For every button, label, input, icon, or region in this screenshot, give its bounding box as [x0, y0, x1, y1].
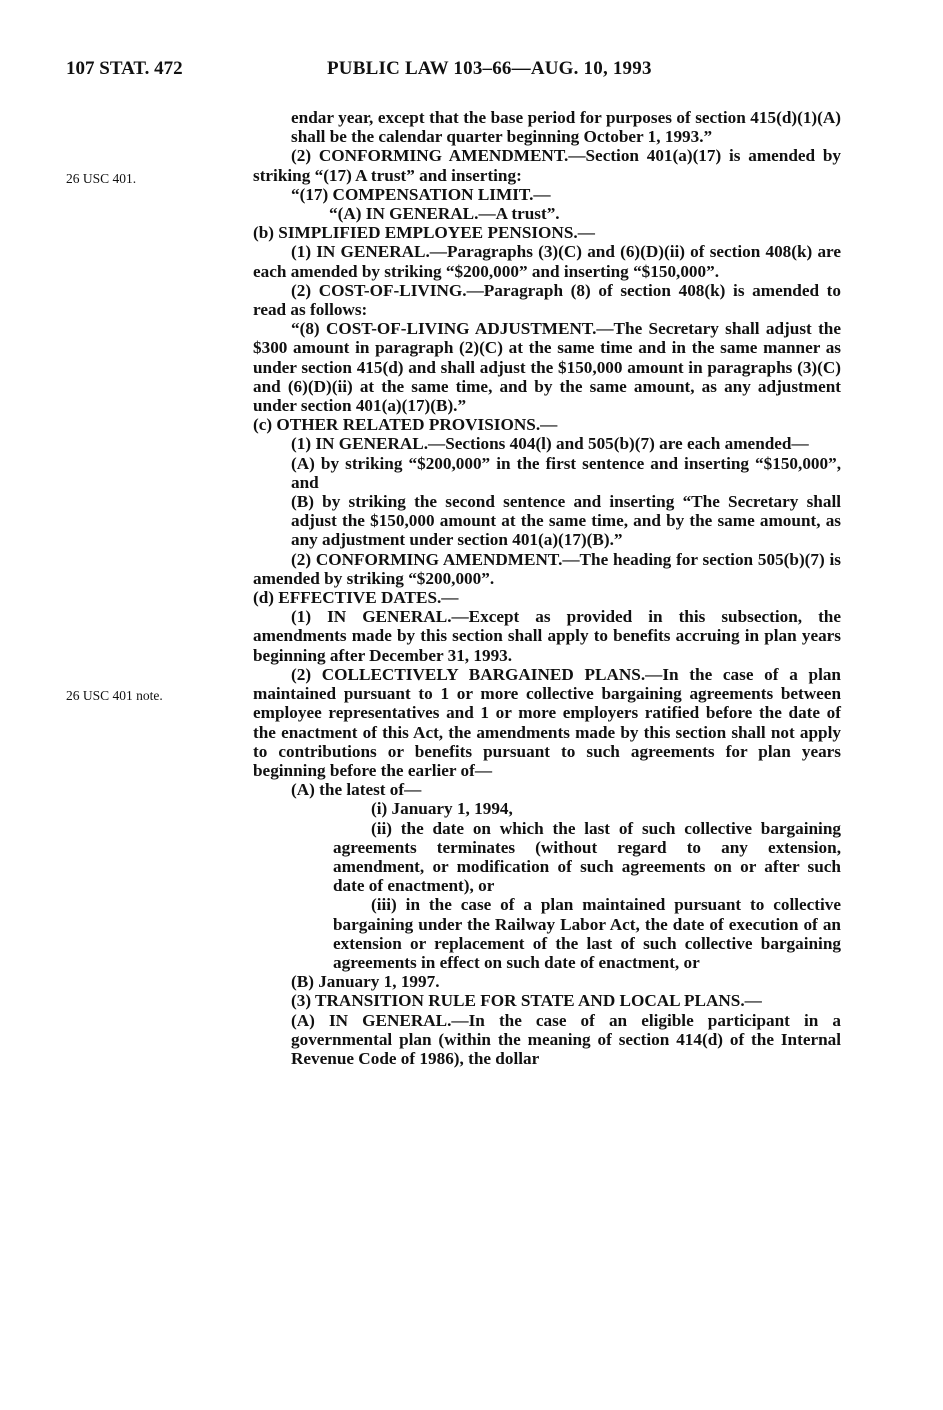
paragraph-d2-a-ii: (ii) the date on which the last of such collective bargaining agreements terminates (without regard to any extension, amendment, or modification of such agreements on or after such date of enactment), or	[333, 818, 841, 896]
paragraph-d3-a-in-general: (A) IN GENERAL.—In the case of an eligible participant in a governmental plan (within the meaning of section 414(d) of the Internal Revenue Code of 1986), the dollar	[291, 1010, 841, 1068]
heading-other-related-provisions: (c) OTHER RELATED PROVISIONS.—	[253, 415, 558, 435]
paragraph-continuation: endar year, except that the base period for purposes of section 415(d)(1)(A) shall be the calendar quarter beginning October 1, 1993.”	[291, 108, 841, 147]
margin-note-26-usc-401-note: 26 USC 401 note.	[66, 688, 163, 703]
paragraph-d2-a-i: (i) January 1, 1994,	[371, 799, 513, 819]
paragraph-b1-in-general: (1) IN GENERAL.—Paragraphs (3)(C) and (6)(D)(ii) of section 408(k) are each amended by striking “$200,000” and inserting “$150,000”.	[253, 242, 841, 281]
body-text	[253, 108, 841, 1068]
statute-page-reference: 107 STAT. 472	[66, 58, 183, 79]
paragraph-d2-b: (B) January 1, 1997.	[291, 972, 440, 992]
paragraph-c2-conforming-amendment: (2) CONFORMING AMENDMENT.—The heading for section 505(b)(7) is amended by striking “$200,000”.	[253, 549, 841, 588]
paragraph-d2-collectively-bargained: (2) COLLECTIVELY BARGAINED PLANS.—In the case of a plan maintained pursuant to 1 or more collective bargaining agreements between employee representatives and 1 or more employers ratified before the date of the enactment of this Act, the amendments made by this section shall not apply to contributions or benefits pursuant to such agreements for plan years beginning before the earlier of—	[253, 664, 841, 780]
paragraph-in-general-a-trust: “(A) IN GENERAL.—A trust”.	[329, 204, 560, 224]
paragraph-c1-b: (B) by striking the second sentence and inserting “The Secretary shall adjust the $150,000 amount at the same time, and by the same amount, as any adjustment under section 401(a)(17)(B).”	[291, 492, 841, 550]
paragraph-d2-a: (A) the latest of—	[291, 780, 422, 800]
heading-effective-dates: (d) EFFECTIVE DATES.—	[253, 588, 459, 608]
margin-note-26-usc-401: 26 USC 401.	[66, 171, 137, 186]
paragraph-cost-of-living-adjustment: “(8) COST-OF-LIVING ADJUSTMENT.—The Secretary shall adjust the $300 amount in paragraph (2)(C) at the same time and in the same manner as under section 415(d) and shall adjust the $150,000 amount in paragraphs (3)(C) and (6)(D)(ii) at the same time, and by the same amount, as any adjustment under section 401(a)(17)(B).”	[253, 319, 841, 416]
paragraph-d1-in-general: (1) IN GENERAL.—Except as provided in this subsection, the amendments made by this section shall apply to benefits accruing in plan years beginning after December 31, 1993.	[253, 607, 841, 665]
page-header	[66, 58, 846, 88]
heading-simplified-employee-pensions: (b) SIMPLIFIED EMPLOYEE PENSIONS.—	[253, 223, 595, 243]
paragraph-b2-cost-of-living: (2) COST-OF-LIVING.—Paragraph (8) of section 408(k) is amended to read as follows:	[253, 280, 841, 320]
paragraph-conforming-amendment: (2) CONFORMING AMENDMENT.—Section 401(a)(17) is amended by striking “(17) A trust” and inserting:	[253, 146, 841, 185]
paragraph-c1-in-general: (1) IN GENERAL.—Sections 404(l) and 505(b)(7) are each amended—	[291, 434, 809, 454]
paragraph-c1-a: (A) by striking “$200,000” in the first sentence and inserting “$150,000”, and	[291, 453, 841, 492]
paragraph-compensation-limit: “(17) COMPENSATION LIMIT.—	[291, 184, 551, 204]
running-head: PUBLIC LAW 103–66—AUG. 10, 1993	[327, 58, 652, 79]
paragraph-d3-transition-rule: (3) TRANSITION RULE FOR STATE AND LOCAL PLANS.—	[291, 991, 762, 1011]
paragraph-d2-a-iii: (iii) in the case of a plan maintained pursuant to collective bargaining under the Railway Labor Act, the date of execution of an extension or replacement of the last of such collective bargaining agreements in effect on such date of enactment, or	[333, 895, 841, 972]
